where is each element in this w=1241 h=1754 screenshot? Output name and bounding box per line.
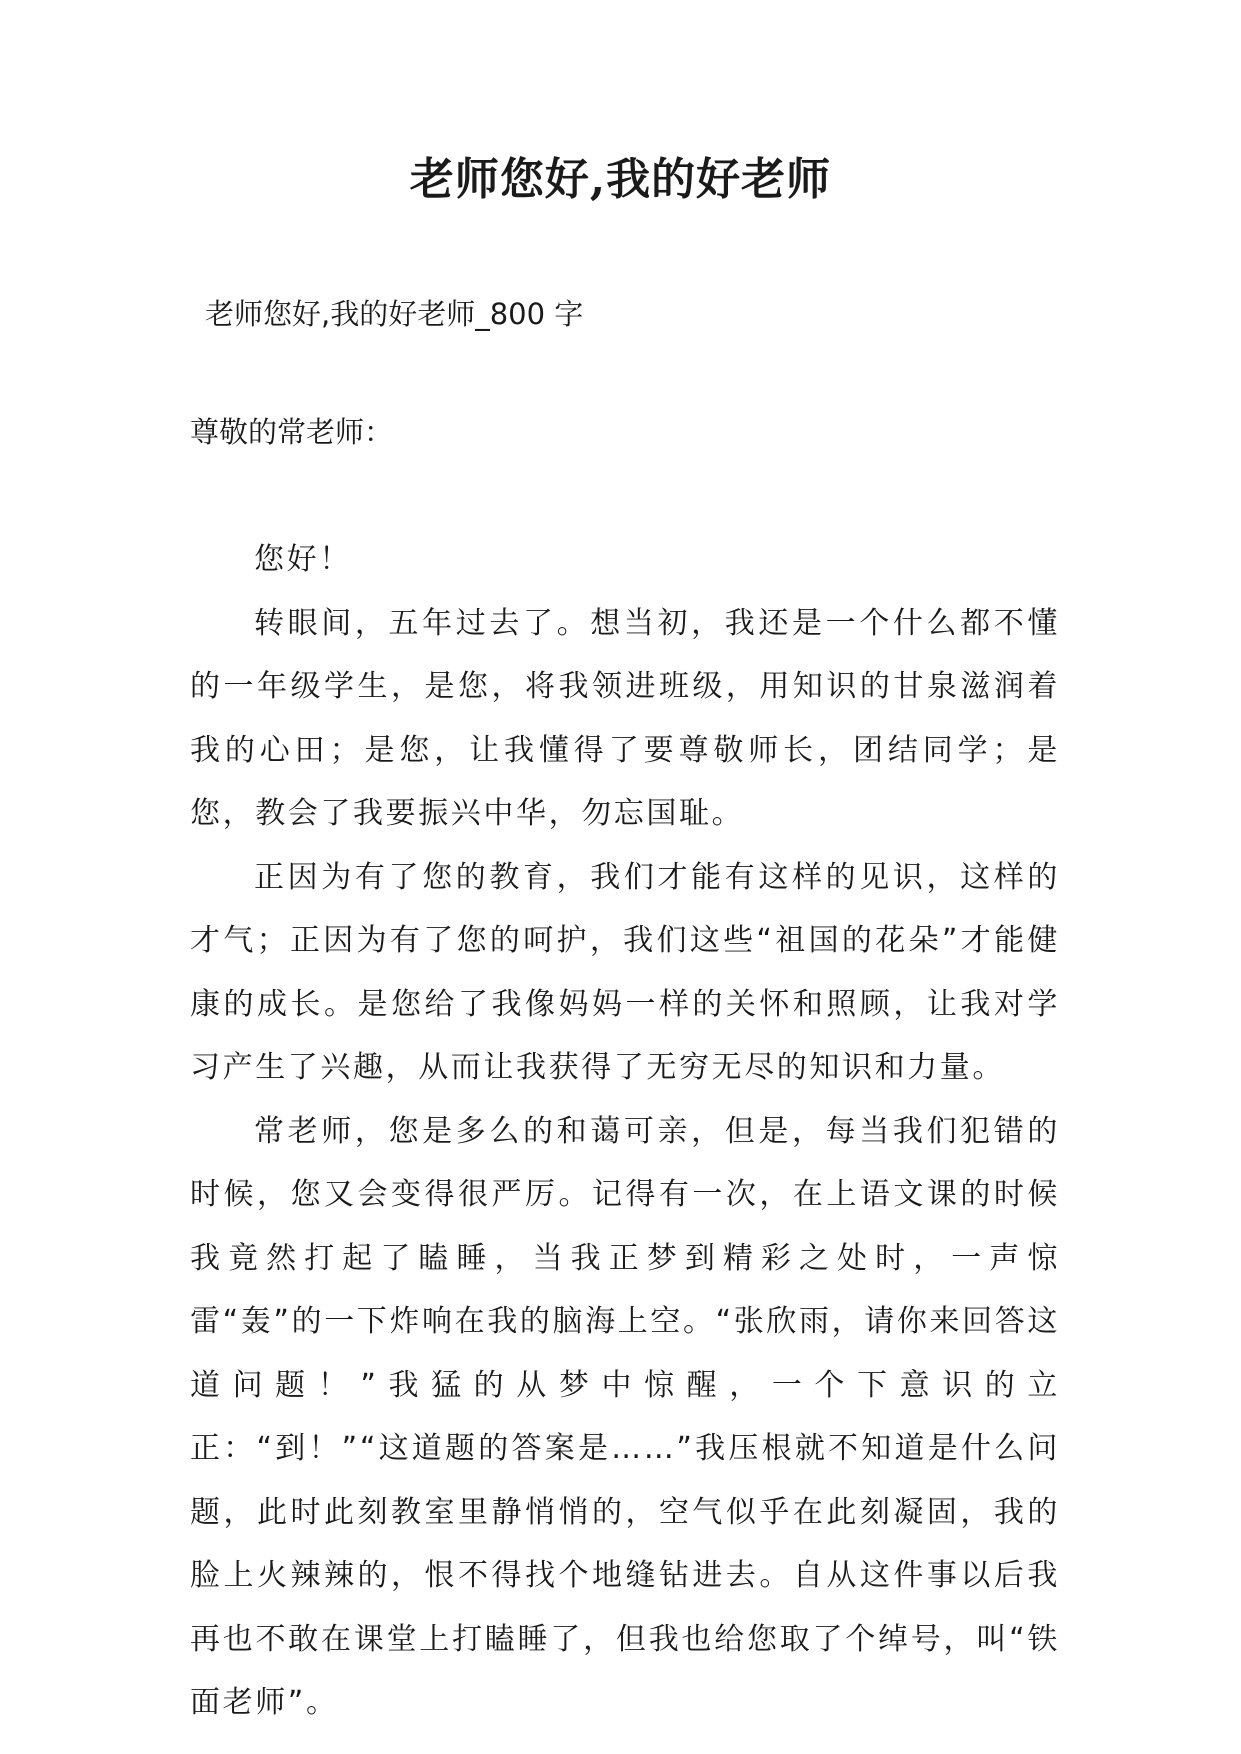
document-subtitle: 老师您好,我的好老师_800 字 xyxy=(205,297,584,331)
letter-salutation: 尊敬的常老师： xyxy=(190,415,394,449)
letter-body xyxy=(190,528,1060,1735)
paragraph-greeting: 您好！ xyxy=(254,542,352,577)
paragraph: 转眼间，五年过去了。想当初，我还是一个什么都不懂的一年级学生，是您，将我领进班级，用知识的甘泉滋润着我的心田；是您，让我懂得了要尊敬师长，团结同学；是您，教会了我要振兴中华，勿忘国耻。 xyxy=(190,605,1060,831)
document-title: 老师您好,我的好老师 xyxy=(409,154,832,205)
paragraph: 正因为有了您的教育，我们才能有这样的见识，这样的才气；正因为有了您的呵护，我们这些“祖国的花朵”才能健康的成长。是您给了我像妈妈一样的关怀和照顾，让我对学习产生了兴趣，从而让我获得了无穷无尽的知识和力量。 xyxy=(190,859,1060,1085)
paragraph: 常老师，您是多么的和蔼可亲，但是，每当我们犯错的时候，您又会变得很严厉。记得有一次，在上语文课的时候我竟然打起了瞌睡，当我正梦到精彩之处时，一声惊雷“轰”的一下炸响在我的脑海上空。“张欣雨，请你来回答这道问题！”我猛的从梦中惊醒，一个下意识的立正：“到！”“这道题的答案是……”我压根就不知道是什么问题，此时此刻教室里静悄悄的，空气似乎在此刻凝固，我的脸上火辣辣的，恨不得找个地缝钻进去。自从这件事以后我再也不敢在课堂上打瞌睡了，但我也给您取了个绰号，叫“铁面老师”。 xyxy=(190,1113,1060,1720)
